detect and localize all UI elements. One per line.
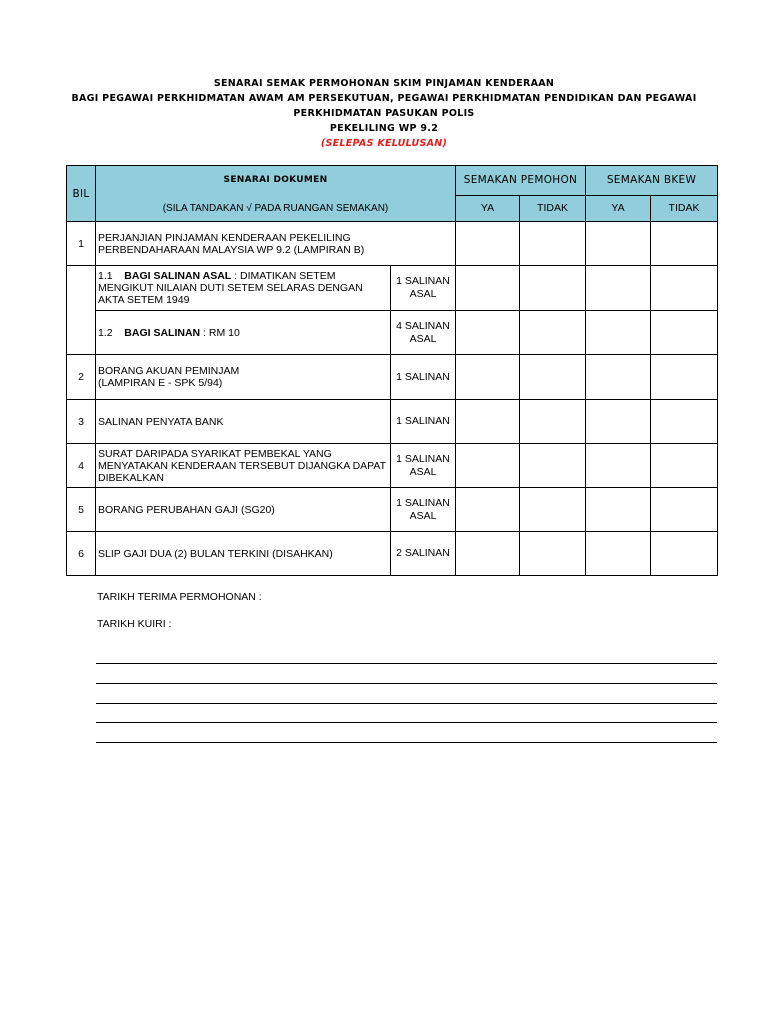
applicant-no-checkbox[interactable] [520, 222, 586, 266]
bkew-no-checkbox[interactable] [651, 222, 718, 266]
applicant-no-checkbox[interactable] [520, 355, 586, 400]
applicant-yes-checkbox[interactable] [456, 444, 520, 488]
writing-line[interactable] [96, 663, 717, 664]
applicant-no-checkbox[interactable] [520, 488, 586, 532]
table-row [67, 400, 718, 444]
applicant-yes-checkbox[interactable] [456, 400, 520, 444]
documents-header-title: SENARAI DOKUMEN [223, 175, 328, 185]
bkew-yes-header: YA [586, 195, 651, 221]
copies-line-2: ASAL [409, 288, 437, 300]
applicant-yes-checkbox[interactable] [456, 488, 520, 532]
applicant-no-header: TIDAK [520, 195, 586, 221]
writing-line[interactable] [96, 742, 717, 743]
copies-required [391, 311, 456, 355]
title-line-2: BAGI PEGAWAI PERKHIDMATAN AWAM AM PERSEKUTUAN, PEGAWAI PERKHIDMATAN PENDIDIKAN DAN PEGAWAI [71, 93, 697, 104]
documents-header [96, 166, 456, 222]
copies-required: 1 SALINAN [391, 355, 456, 400]
document-description [96, 355, 391, 400]
query-date-label: TARIKH KUIRI : [97, 618, 172, 630]
table-row [67, 488, 718, 532]
sub-item-bold-label: BAGI SALINAN ASAL [124, 270, 232, 282]
copies-line-2: ASAL [409, 332, 437, 345]
row-number: 5 [67, 488, 96, 532]
copies-line-1: 1 SALINAN [396, 275, 450, 287]
sub-item-number: 1.1 [98, 270, 113, 282]
document-description: BORANG PERUBAHAN GAJI (SG20) [96, 488, 391, 532]
document-description: SALINAN PENYATA BANK [96, 400, 391, 444]
copies-line-2: ASAL [409, 509, 437, 522]
applicant-yes-checkbox[interactable] [456, 222, 520, 266]
table-row [67, 266, 718, 311]
copies-required: 2 SALINAN [391, 532, 456, 576]
row-number: 1 [67, 222, 96, 266]
applicant-yes-checkbox[interactable] [456, 532, 520, 576]
bkew-no-checkbox[interactable] [651, 266, 718, 311]
sub-item-text: : DIMATIKAN SETEM MENGIKUT NILAIAN DUTI SETEM SELARAS DENGAN AKTA SETEM 1949 [98, 270, 363, 306]
applicant-yes-checkbox[interactable] [456, 266, 520, 311]
bkew-no-checkbox[interactable] [651, 311, 718, 355]
title-line-1: SENARAI SEMAK PERMOHONAN SKIM PINJAMAN KENDERAAN [213, 78, 555, 89]
bkew-yes-checkbox[interactable] [586, 266, 651, 311]
copies-required [391, 488, 456, 532]
copies-required [391, 444, 456, 488]
bkew-yes-checkbox[interactable] [586, 444, 651, 488]
writing-line[interactable] [96, 683, 717, 684]
applicant-no-checkbox[interactable] [520, 400, 586, 444]
copies-required: 1 SALINAN [391, 400, 456, 444]
checklist-table [66, 165, 718, 576]
applicant-no-checkbox[interactable] [520, 532, 586, 576]
bkew-no-checkbox[interactable] [651, 532, 718, 576]
bkew-no-checkbox[interactable] [651, 488, 718, 532]
table-row [67, 355, 718, 400]
applicant-yes-checkbox[interactable] [456, 311, 520, 355]
copies-required [391, 266, 456, 311]
bkew-yes-checkbox[interactable] [586, 488, 651, 532]
applicant-yes-header: YA [456, 195, 520, 221]
bil-header: BIL [67, 166, 96, 222]
copies-line-1: 4 SALINAN [396, 319, 450, 332]
bkew-no-checkbox[interactable] [651, 400, 718, 444]
title-line-4: PEKELILING WP 9.2 [329, 123, 439, 134]
applicant-check-header: SEMAKAN PEMOHON [456, 166, 586, 196]
document-description: PERJANJIAN PINJAMAN KENDERAAN PEKELILING PERBENDAHARAAN MALAYSIA WP 9.2 (LAMPIRAN B) [96, 222, 456, 266]
row-number: 2 [67, 355, 96, 400]
row-number [67, 266, 96, 355]
document-description: SLIP GAJI DUA (2) BULAN TERKINI (DISAHKAN) [96, 532, 391, 576]
bkew-yes-checkbox[interactable] [586, 355, 651, 400]
document-description [96, 266, 391, 311]
received-date-label: TARIKH TERIMA PERMOHONAN : [97, 591, 262, 603]
bkew-yes-checkbox[interactable] [586, 532, 651, 576]
row-number: 3 [67, 400, 96, 444]
bkew-no-checkbox[interactable] [651, 444, 718, 488]
table-row [67, 532, 718, 576]
copies-line-1: 1 SALINAN [396, 452, 450, 465]
writing-line[interactable] [96, 722, 717, 723]
table-header-row-1 [67, 166, 718, 196]
row-number: 4 [67, 444, 96, 488]
document-header [0, 76, 768, 151]
sub-item-text: : RM 10 [200, 326, 240, 339]
title-line-3: PERKHIDMATAN PASUKAN POLIS [293, 108, 475, 119]
table-row [67, 311, 718, 355]
bkew-no-checkbox[interactable] [651, 355, 718, 400]
bkew-no-header: TIDAK [651, 195, 718, 221]
applicant-no-checkbox[interactable] [520, 266, 586, 311]
applicant-no-checkbox[interactable] [520, 311, 586, 355]
applicant-yes-checkbox[interactable] [456, 355, 520, 400]
sub-item-bold-label: BAGI SALINAN [124, 326, 201, 339]
document-description [96, 311, 391, 355]
table-row [67, 222, 718, 266]
sub-item-number: 1.2 [98, 326, 113, 339]
document-description-line-1: BORANG AKUAN PEMINJAM [98, 365, 240, 377]
document-description: SURAT DARIPADA SYARIKAT PEMBEKAL YANG MENYATAKAN KENDERAAN TERSEBUT DIJANGKA DAPAT DIBEKALKAN [96, 444, 391, 488]
writing-line[interactable] [96, 703, 717, 704]
row-number: 6 [67, 532, 96, 576]
title-line-5: (SELEPAS KELULUSAN) [320, 138, 448, 149]
bkew-yes-checkbox[interactable] [586, 400, 651, 444]
applicant-no-checkbox[interactable] [520, 444, 586, 488]
bkew-check-header: SEMAKAN BKEW [586, 166, 718, 196]
table-row [67, 444, 718, 488]
documents-header-note: (SILA TANDAKAN √ PADA RUANGAN SEMAKAN) [162, 203, 389, 214]
copies-line-2: ASAL [409, 465, 437, 478]
bkew-yes-checkbox[interactable] [586, 311, 651, 355]
document-description-line-2: (LAMPIRAN E - SPK 5/94) [98, 377, 223, 389]
bkew-yes-checkbox[interactable] [586, 222, 651, 266]
copies-line-1: 1 SALINAN [396, 496, 450, 509]
